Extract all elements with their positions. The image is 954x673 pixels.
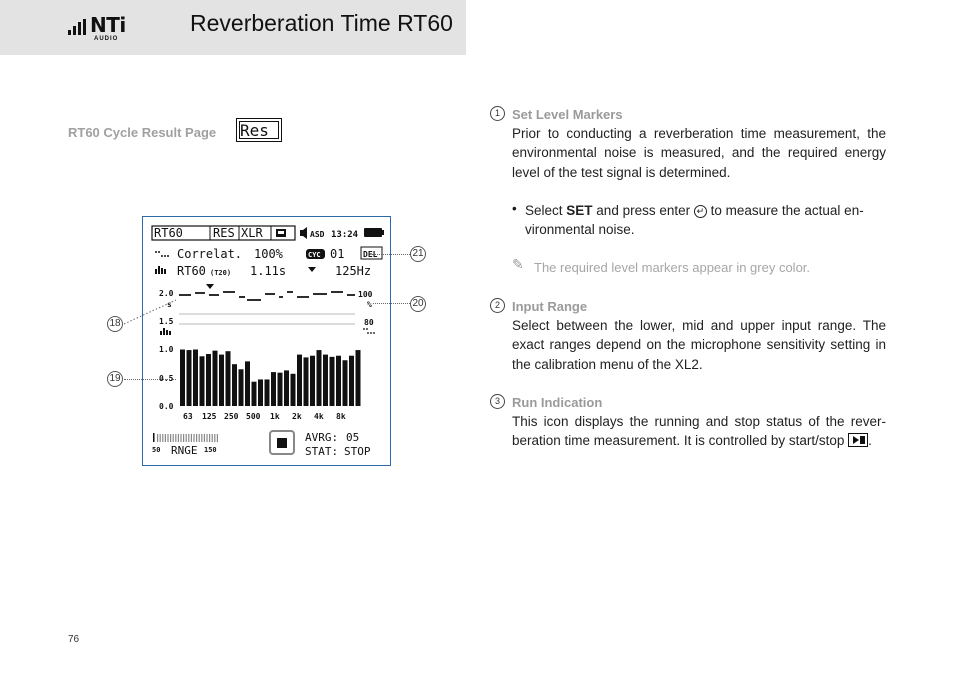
x-label-1k: 1k xyxy=(270,412,280,421)
rt60-bar xyxy=(304,357,309,406)
x-label-4k: 4k xyxy=(314,412,324,421)
section-2-body: Select between the lower, mid and upper input range. The exact ranges depend on the microphone sensitivity setting in the calibration menu of the XL2. xyxy=(512,318,886,372)
rt60-bar xyxy=(271,372,276,406)
callout-20-leader xyxy=(373,303,410,304)
lcd-display xyxy=(143,217,390,465)
section-1-number: 1 xyxy=(490,106,505,121)
range-meter-tick xyxy=(183,434,184,442)
rt60-bar xyxy=(291,374,296,406)
range-high: 150 xyxy=(204,446,217,454)
section-2-title: Input Range xyxy=(512,299,588,314)
bar-cursor-arrow-icon xyxy=(206,284,214,289)
del-badge-label: DEL xyxy=(363,250,378,259)
set-key-label: SET xyxy=(566,203,593,218)
range-meter-tick xyxy=(188,434,189,442)
y-label-1-5: 1.5 xyxy=(159,317,174,326)
rt60-bar xyxy=(258,379,263,406)
section-3-body: This icon displays the running and stop status of the rever-beration time measurement. It is controlled by start/stop . xyxy=(512,414,886,449)
rt60-bar xyxy=(310,356,315,406)
y-label-0-5: 0.5 xyxy=(159,374,174,383)
range-meter-tick xyxy=(191,434,192,442)
callout-21-leader xyxy=(372,254,410,255)
avg-label: AVRG: xyxy=(305,431,339,444)
rt60-bar xyxy=(200,356,205,406)
rt60-bar xyxy=(226,351,231,406)
rt60-bar xyxy=(356,350,361,406)
range-meter-tick xyxy=(157,434,158,442)
right-correlation-icon xyxy=(363,329,375,333)
y-label-2-0: 2.0 xyxy=(159,289,174,298)
cyc-badge-label: CYC xyxy=(308,251,321,259)
range-meter-tick xyxy=(180,434,181,442)
right-label-percent: % xyxy=(367,300,372,309)
rt60-bar xyxy=(265,379,270,406)
range-meter-tick xyxy=(217,434,218,442)
section-3-number: 3 xyxy=(490,394,505,409)
device-screen-frame xyxy=(142,216,391,466)
rt60-bar xyxy=(206,354,211,406)
range-meter-tick xyxy=(209,434,210,442)
range-meter-tick xyxy=(214,434,215,442)
selected-frequency: 125Hz xyxy=(335,264,372,278)
enter-key-icon: ↵ xyxy=(694,205,707,218)
range-meter-tick xyxy=(193,434,194,442)
range-label: RNGE xyxy=(171,444,198,457)
right-label-80: 80 xyxy=(364,318,374,327)
right-label-100: 100 xyxy=(358,290,373,299)
y-label-1-0: 1.0 xyxy=(159,345,174,354)
correlation-value: 100% xyxy=(254,247,283,261)
rt60-bar xyxy=(317,350,322,406)
callout-19: 19 xyxy=(107,371,123,387)
section-1-title: Set Level Markers xyxy=(512,107,623,122)
logo-bars-icon xyxy=(68,19,88,35)
freq-selector-arrow-icon xyxy=(308,267,316,272)
range-meter-icon xyxy=(153,433,218,442)
range-meter-tick xyxy=(160,434,161,442)
x-label-500: 500 xyxy=(246,412,261,421)
callout-20: 20 xyxy=(410,296,426,312)
rt60-bar xyxy=(252,382,257,406)
rt60-bars xyxy=(180,350,361,407)
rt60-bar xyxy=(239,369,244,406)
mode-label: RT60 xyxy=(154,226,183,240)
rt60-bar xyxy=(232,364,237,406)
range-low: 50 xyxy=(152,446,161,454)
section-1-bullet: Select SET and press enter ↵ to measure the actual en-vironmental noise. xyxy=(525,203,864,238)
x-label-125: 125 xyxy=(202,412,217,421)
avg-value: 05 xyxy=(346,431,360,444)
cycle-number: 01 xyxy=(330,247,345,261)
range-meter-tick xyxy=(175,434,176,442)
rt60-label: RT60 xyxy=(177,264,206,278)
section-3-title: Run Indication xyxy=(512,395,603,410)
callout-21: 21 xyxy=(410,246,426,262)
rt60-bar xyxy=(349,356,354,406)
battery-icon xyxy=(364,228,382,237)
correlation-label: Correlat. xyxy=(177,247,243,261)
rt60-bar xyxy=(284,370,289,406)
range-meter-tick xyxy=(206,434,207,442)
range-meter-tick xyxy=(186,434,187,442)
section-1-body: Prior to conducting a reverberation time measurement, the environmental noise is measured, and the required energy level of the test signal is determined. xyxy=(512,126,886,180)
range-meter-tick xyxy=(165,434,166,442)
note-hand-icon: ✎ xyxy=(512,256,524,272)
range-meter-tick xyxy=(162,434,163,442)
range-meter-tick xyxy=(204,434,205,442)
res-key-label: Res xyxy=(240,121,269,140)
x-label-250: 250 xyxy=(224,412,239,421)
rt60-bar xyxy=(213,351,218,406)
correlation-trace xyxy=(179,292,355,300)
rt60-bar xyxy=(323,355,328,406)
section-1-note: The required level markers appear in grey color. xyxy=(534,260,811,275)
rt60-method: (T20) xyxy=(210,269,232,277)
x-label-63: 63 xyxy=(183,412,193,421)
rt60-value: 1.11s xyxy=(250,264,287,278)
rt60-bar xyxy=(187,350,192,406)
tab-xlr: XLR xyxy=(241,226,263,240)
range-meter-tick xyxy=(170,434,171,442)
rt60-bar xyxy=(336,356,341,406)
nti-audio-logo xyxy=(68,13,128,46)
y-label-unit: s xyxy=(167,300,172,309)
page-number: 76 xyxy=(68,634,80,645)
rt60-bar xyxy=(278,373,283,406)
rt60-bar xyxy=(343,360,348,406)
callout-19-leader xyxy=(124,379,176,380)
section-2-number: 2 xyxy=(490,298,505,313)
status-label: STAT: xyxy=(305,445,339,458)
rt60-bar xyxy=(219,355,224,406)
callout-18: 18 xyxy=(107,316,123,332)
x-label-8k: 8k xyxy=(336,412,346,421)
res-key-icon xyxy=(236,118,282,142)
tab-res: RES xyxy=(213,226,235,240)
range-meter-tick xyxy=(196,434,197,442)
clock-time: 13:24 xyxy=(331,230,359,240)
rt60-bar xyxy=(180,350,185,407)
stop-square-icon xyxy=(277,438,287,448)
logo-text: NTi xyxy=(90,13,126,37)
correlation-icon xyxy=(155,252,169,256)
bar-chart-icon xyxy=(155,266,166,274)
logo-subtext: AUDIO xyxy=(94,36,119,42)
asd-label: ASD xyxy=(310,230,325,239)
speaker-icon xyxy=(300,227,307,239)
status-value: STOP xyxy=(344,445,371,458)
start-stop-key-icon xyxy=(848,433,868,447)
rt60-bar xyxy=(245,361,250,406)
rt60-bar xyxy=(193,350,198,407)
rt60-bar xyxy=(330,357,335,406)
range-meter-tick xyxy=(212,434,213,442)
range-meter-tick xyxy=(173,434,174,442)
range-meter-tick xyxy=(201,434,202,442)
page-title: Reverberation Time RT60 xyxy=(190,10,453,36)
range-meter-tick xyxy=(167,434,168,442)
bullet-dot: • xyxy=(512,201,517,216)
figure-caption: RT60 Cycle Result Page xyxy=(68,125,217,140)
callout-18-leader xyxy=(120,296,180,336)
x-label-2k: 2k xyxy=(292,412,302,421)
rt60-bar xyxy=(297,355,302,406)
y-label-0-0: 0.0 xyxy=(159,402,174,411)
range-meter-tick xyxy=(178,434,179,442)
range-meter-tick xyxy=(199,434,200,442)
